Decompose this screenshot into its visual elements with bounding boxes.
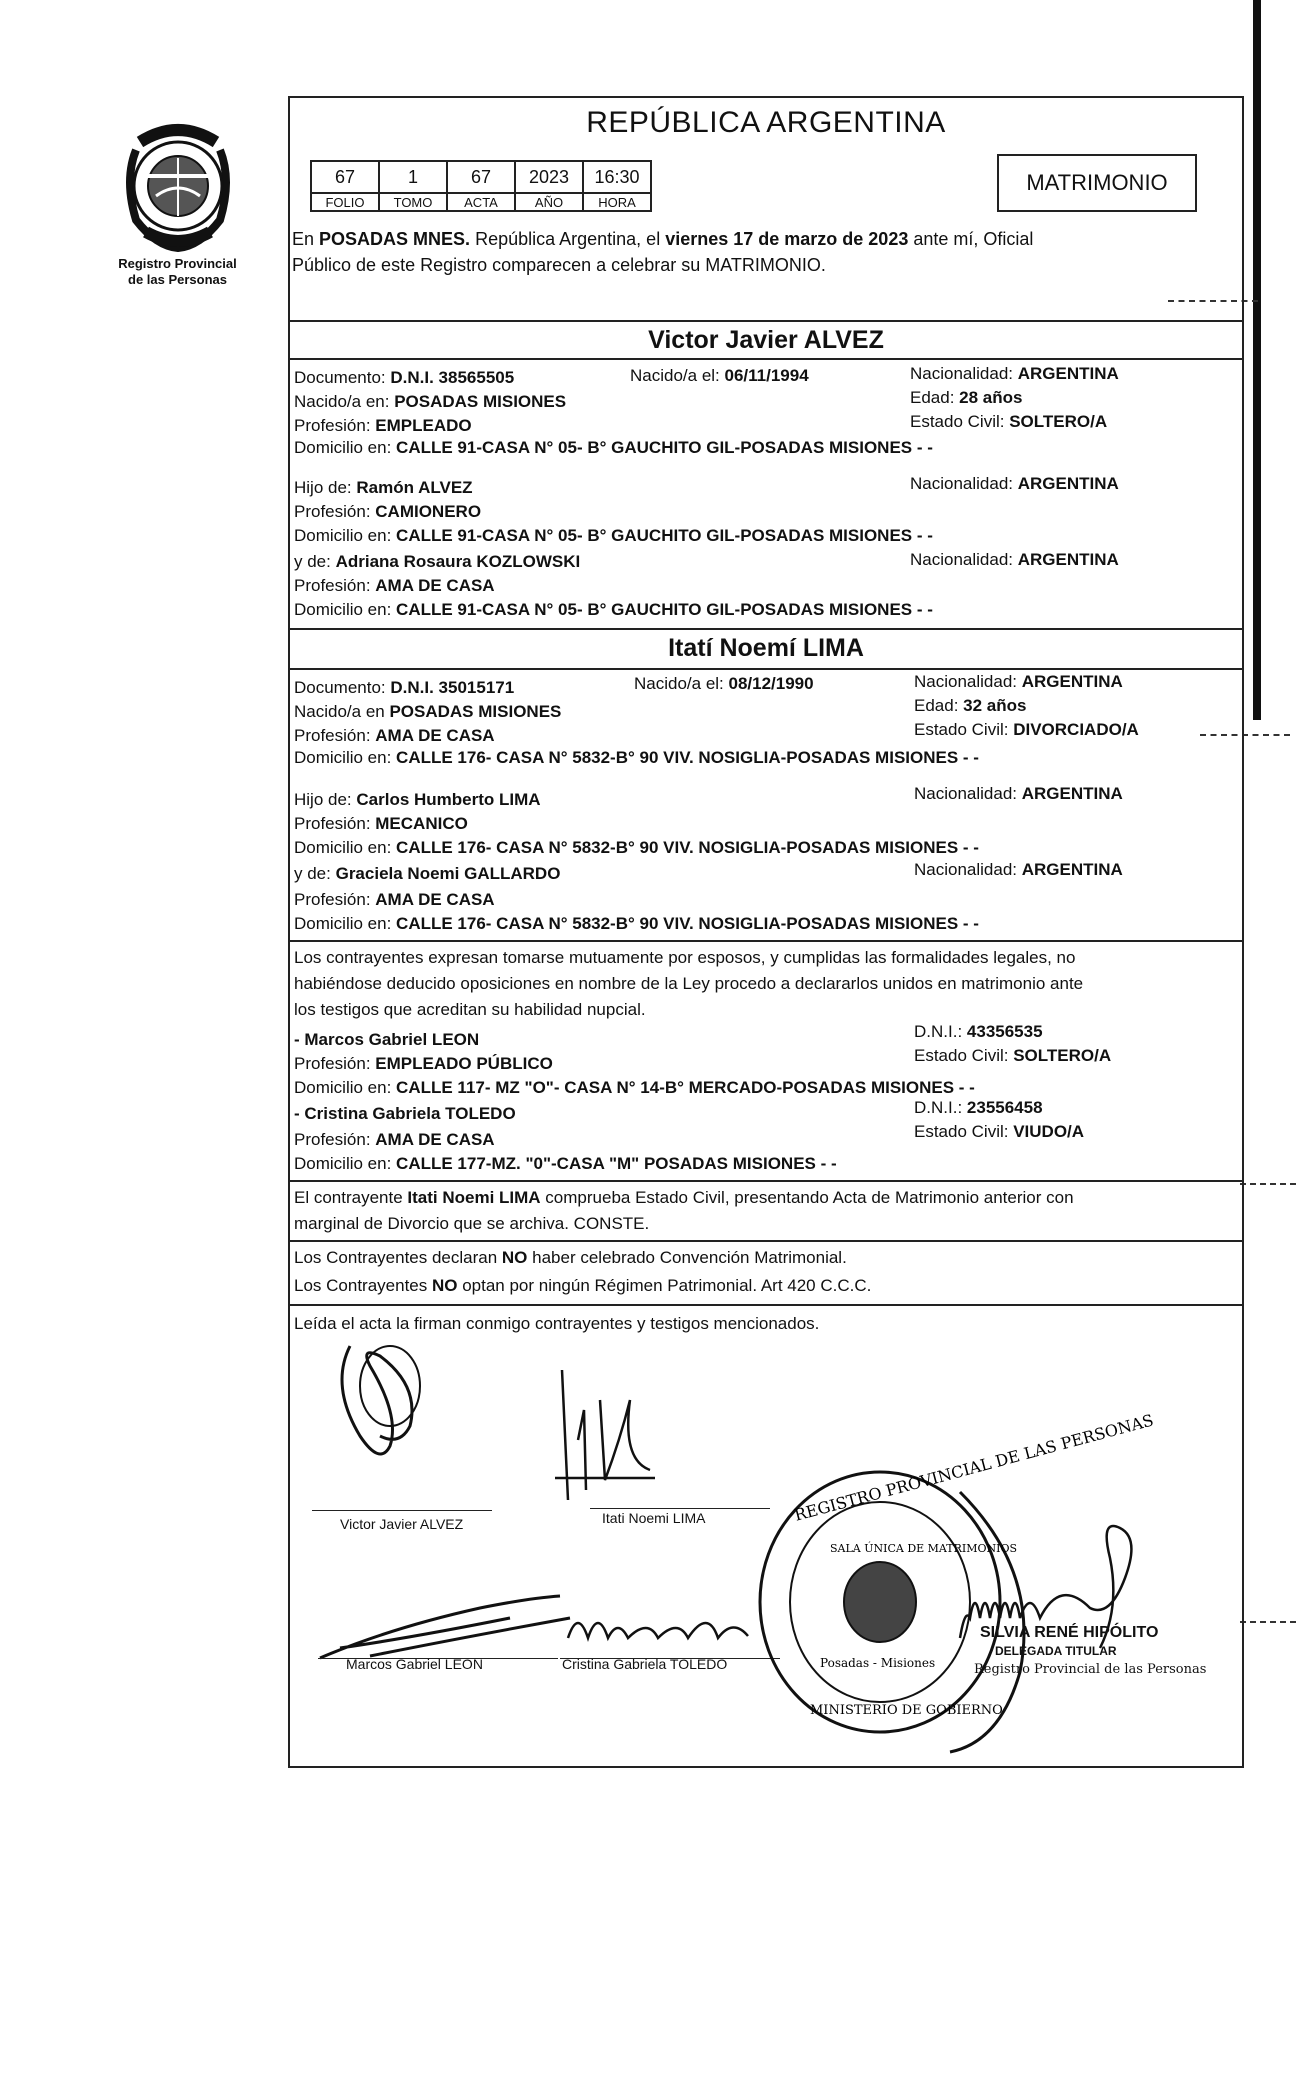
spouse2-father-address: Domicilio en: CALLE 176- CASA N° 5832-B° 90 VIV. NOSIGLIA-POSADAS MISIONES - - <box>294 838 979 857</box>
stamp-city-text: Posadas - Misiones <box>820 1656 936 1670</box>
witness2-dni: D.N.I.: 23556458 <box>914 1098 1043 1117</box>
spouse1-father-profession: Profesión: CAMIONERO <box>294 502 482 521</box>
signature-caption: Itati Noemi LIMA <box>602 1510 706 1526</box>
scan-margin-bar <box>1253 0 1261 720</box>
year-label: AÑO <box>515 193 583 211</box>
folio-label: FOLIO <box>311 193 379 211</box>
spouse1-age: Edad: 28 años <box>910 388 1023 407</box>
signature-spouse1 <box>310 1326 460 1486</box>
spouse1-civil-status: Estado Civil: SOLTERO/A <box>910 412 1108 431</box>
spouse1-mother-address: Domicilio en: CALLE 91-CASA N° 05- B° GAUCHITO GIL-POSADAS MISIONES - - <box>294 600 933 619</box>
witness2-civil-status: Estado Civil: VIUDO/A <box>914 1122 1085 1141</box>
declaration-line: Los contrayentes expresan tomarse mutuamente por esposos, y cumplidas las formalidades legales, no <box>294 948 1076 967</box>
spouse2-father: Hijo de: Carlos Humberto LIMA <box>294 790 541 809</box>
spouse2-document: Documento: D.N.I. 35015171 <box>294 678 515 697</box>
certificate-frame <box>288 96 1244 1768</box>
official-name: SILVIA RENÉ HIPÓLITO <box>980 1624 1159 1641</box>
witness2-name: - Cristina Gabriela TOLEDO <box>294 1104 516 1123</box>
intro-paragraph: En POSADAS MNES. República Argentina, el viernes 17 de marzo de 2023 ante mí, Oficial Público de este Registro comparecen a celebrar su MATRIMONIO. <box>292 229 1034 275</box>
divider <box>290 940 1242 942</box>
signature-witness2 <box>558 1598 758 1658</box>
acta-value: 67 <box>447 161 515 193</box>
spouse1-mother-nationality: Nacionalidad: ARGENTINA <box>910 550 1119 569</box>
registry-table <box>310 160 652 212</box>
signature-caption: Marcos Gabriel LEON <box>346 1656 483 1672</box>
record-type-box: MATRIMONIO <box>997 154 1197 212</box>
signature-line <box>590 1508 770 1509</box>
tomo-label: TOMO <box>379 193 447 211</box>
spouse1-father: Hijo de: Ramón ALVEZ <box>294 478 473 497</box>
divider <box>290 1240 1242 1242</box>
signature-line <box>312 1510 492 1511</box>
spouse2-birthplace: Nacido/a en POSADAS MISIONES <box>294 702 562 721</box>
divider <box>290 1304 1242 1306</box>
declaration-line: habiéndose deducido oposiciones en nombre de la Ley procedo a declararlos unidos en matrimonio ante <box>294 974 1084 993</box>
official-office: Registro Provincial de las Personas <box>974 1662 1207 1677</box>
spouse2-profession: Profesión: AMA DE CASA <box>294 726 495 745</box>
official-role: DELEGADA TITULAR <box>995 1644 1117 1658</box>
spouse1-document: Documento: D.N.I. 38565505 <box>294 368 515 387</box>
logo-label: Registro Provincial <box>118 256 237 271</box>
spouse2-father-profession: Profesión: MECANICO <box>294 814 468 833</box>
declaration-line: los testigos que acreditan su habilidad nupcial. <box>294 1000 646 1019</box>
witness1-address: Domicilio en: CALLE 117- MZ "O"- CASA N° 14-B° MERCADO-POSADAS MISIONES - - <box>294 1078 975 1097</box>
witness1-profession: Profesión: EMPLEADO PÚBLICO <box>294 1054 553 1073</box>
stamp-inner-text: SALA ÚNICA DE MATRIMONIOS <box>830 1542 1018 1555</box>
witness1-dni: D.N.I.: 43356535 <box>914 1022 1043 1041</box>
spouse2-civil-status: Estado Civil: DIVORCIADO/A <box>914 720 1139 739</box>
spouse2-mother: y de: Graciela Noemi GALLARDO <box>294 864 561 883</box>
divider <box>290 628 1242 630</box>
spouse1-birthplace: Nacido/a en: POSADAS MISIONES <box>294 392 567 411</box>
time-value: 16:30 <box>583 161 651 193</box>
stamp-ring-text: REGISTRO PROVINCIAL DE LAS PERSONAS <box>792 1410 1156 1525</box>
convention-statement: Los Contrayentes declaran NO haber celebrado Convención Matrimonial. <box>294 1248 847 1267</box>
civil-status-note: marginal de Divorcio que se archiva. CONSTE. <box>294 1214 650 1233</box>
page-title: REPÚBLICA ARGENTINA <box>586 106 946 139</box>
spouse2-address: Domicilio en: CALLE 176- CASA N° 5832-B° 90 VIV. NOSIGLIA-POSADAS MISIONES - - <box>294 748 979 767</box>
spouse2-mother-address: Domicilio en: CALLE 176- CASA N° 5832-B° 90 VIV. NOSIGLIA-POSADAS MISIONES - - <box>294 914 979 933</box>
spouse2-mother-nationality: Nacionalidad: ARGENTINA <box>914 860 1123 879</box>
spouse2-father-nationality: Nacionalidad: ARGENTINA <box>914 784 1123 803</box>
spouse1-nationality: Nacionalidad: ARGENTINA <box>910 364 1119 383</box>
spouse1-mother: y de: Adriana Rosaura KOZLOWSKI <box>294 552 581 571</box>
closing-statement: Leída el acta la firman conmigo contrayentes y testigos mencionados. <box>294 1314 820 1333</box>
witness1-civil-status: Estado Civil: SOLTERO/A <box>914 1046 1112 1065</box>
acta-label: ACTA <box>447 193 515 211</box>
signature-caption: Victor Javier ALVEZ <box>340 1516 464 1532</box>
spouse2-nationality: Nacionalidad: ARGENTINA <box>914 672 1123 691</box>
folio-value: 67 <box>311 161 379 193</box>
spouse1-father-address: Domicilio en: CALLE 91-CASA N° 05- B° GAUCHITO GIL-POSADAS MISIONES - - <box>294 526 933 545</box>
time-label: HORA <box>583 193 651 211</box>
spouse1-address: Domicilio en: CALLE 91-CASA N° 05- B° GAUCHITO GIL-POSADAS MISIONES - - <box>294 438 933 457</box>
province-seal-icon <box>116 120 240 252</box>
civil-status-note: El contrayente Itati Noemi LIMA comprueba Estado Civil, presentando Acta de Matrimonio anterior con <box>294 1188 1074 1207</box>
signature-caption: Cristina Gabriela TOLEDO <box>562 1656 728 1672</box>
divider <box>290 668 1242 670</box>
margin-dash <box>1240 1621 1296 1623</box>
tomo-value: 1 <box>379 161 447 193</box>
spouse1-name: Victor Javier ALVEZ <box>648 326 884 354</box>
stamp-bottom-text: MINISTERIO DE GOBIERNO <box>810 1703 1003 1718</box>
year-value: 2023 <box>515 161 583 193</box>
registry-logo <box>95 120 260 288</box>
margin-dash <box>1240 1183 1296 1185</box>
logo-label: de las Personas <box>128 272 227 287</box>
spouse2-mother-profession: Profesión: AMA DE CASA <box>294 890 495 909</box>
regime-statement: Los Contrayentes NO optan por ningún Régimen Patrimonial. Art 420 C.C.C. <box>294 1276 872 1295</box>
witness2-profession: Profesión: AMA DE CASA <box>294 1130 495 1149</box>
witness2-address: Domicilio en: CALLE 177-MZ. "0"-CASA "M" POSADAS MISIONES - - <box>294 1154 837 1173</box>
spouse2-age: Edad: 32 años <box>914 696 1027 715</box>
spouse2-name: Itatí Noemí LIMA <box>668 634 864 662</box>
spouse1-mother-profession: Profesión: AMA DE CASA <box>294 576 495 595</box>
spouse1-birthdate: Nacido/a el: 06/11/1994 <box>630 366 809 385</box>
divider <box>290 358 1242 360</box>
divider <box>290 1180 1242 1182</box>
signature-spouse2 <box>550 1360 660 1510</box>
witness1-name: - Marcos Gabriel LEON <box>294 1030 480 1049</box>
divider <box>290 320 1242 322</box>
spouse1-father-nationality: Nacionalidad: ARGENTINA <box>910 474 1119 493</box>
spouse1-profession: Profesión: EMPLEADO <box>294 416 472 435</box>
spouse2-birthdate: Nacido/a el: 08/12/1990 <box>634 674 814 693</box>
